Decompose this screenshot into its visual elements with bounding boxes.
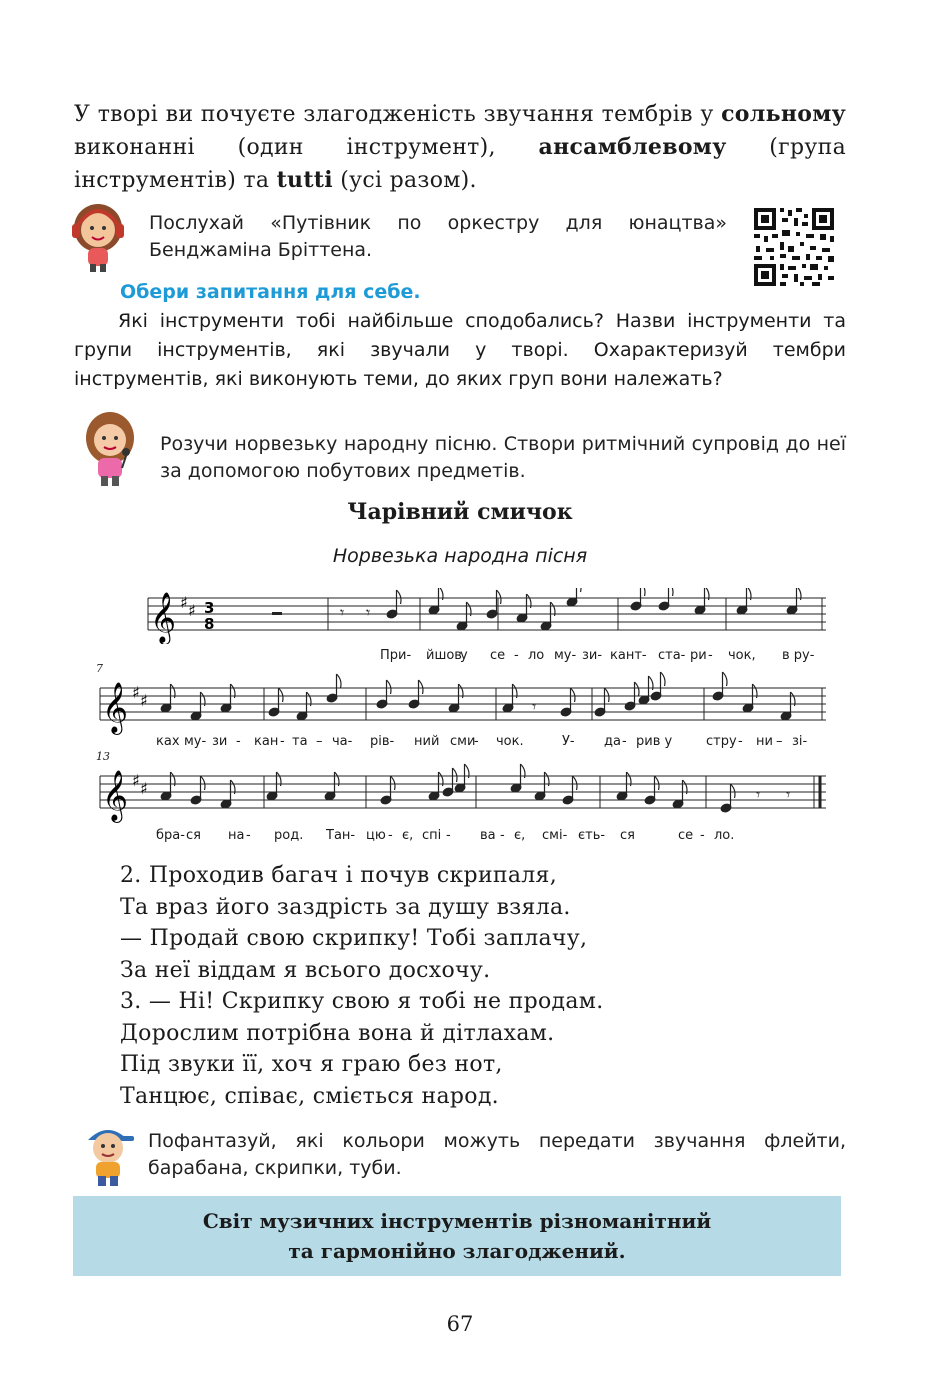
eighth-rest: 𝄾 (340, 603, 345, 622)
staff-3-notation (96, 756, 826, 826)
note-flag (635, 682, 640, 696)
note-flag (337, 674, 342, 688)
song-title: Чарівний смичок (347, 499, 573, 525)
eighth-rest: 𝄾 (756, 785, 761, 804)
verse-line: Під звуки її, хоч я граю без нот, (120, 1052, 503, 1077)
eighth-rest: 𝄾 (532, 697, 537, 716)
note-flag (201, 776, 206, 790)
music-staff-2 (96, 662, 826, 752)
note-flag (279, 688, 284, 702)
verse-line: — Продай свою скрипку! Тобі заплачу, (120, 926, 588, 951)
note-flag (497, 590, 502, 604)
verse-line: За неї віддам я всього досхочу. (120, 957, 491, 983)
task-learn: Розучи норвезьку народну пісню. Створи ритмічний супровід до неї за допомогою побутових предметів. (160, 433, 846, 482)
note-flag (731, 784, 736, 798)
verse-line: 2. Проходив багач і почув скрипаля, (120, 863, 558, 888)
eighth-rest: 𝄾 (786, 785, 791, 804)
time-sig-top: 3 (204, 599, 215, 617)
note-flag (669, 588, 674, 596)
note-flag (641, 588, 646, 596)
note-flag (605, 688, 610, 702)
note-flag (661, 672, 666, 686)
staff-2-notation (96, 668, 826, 738)
verse-line: Дорослим потрібна вона й дітлахам. (120, 1020, 555, 1046)
svg-text:𝄞: 𝄞 (150, 592, 177, 643)
note-flag (577, 588, 582, 592)
svg-text:♯: ♯ (140, 691, 148, 710)
svg-text:♯: ♯ (180, 593, 188, 612)
lyrics-line-1: При- йшов у се - ло му- зи- кант- ста- ри - чок, в ру- (380, 648, 815, 663)
time-sig-bottom: 8 (204, 615, 215, 633)
note-flag (397, 590, 402, 604)
verse-line: Та враз його заздрість за душу взяла. (120, 894, 571, 920)
svg-text:♯: ♯ (132, 771, 140, 790)
page-number: 67 (446, 1312, 474, 1336)
task-fantasy: Пофантазуй, які кольори можуть передати звучання флейти, барабана, скрипки, туби. (148, 1130, 846, 1179)
girl-headphones-icon (68, 198, 128, 274)
svg-text:𝄞: 𝄞 (102, 682, 129, 733)
staff-1-notation (96, 588, 826, 644)
song-subtitle: Норвезька народна пісня (332, 545, 588, 567)
intro-tutti: tutti (276, 167, 333, 193)
svg-text:♯: ♯ (140, 779, 148, 798)
banner-line-2: та гармонійно злагоджений. (288, 1239, 626, 1263)
note-flag (573, 776, 578, 790)
note-flag (387, 680, 392, 694)
girl-microphone-icon (80, 410, 144, 490)
measure-number-7: 7 (96, 662, 103, 675)
song-verses (120, 860, 604, 1112)
verse-line: 3. — Ні! Скрипку свою я тобі не продам. (120, 989, 604, 1014)
banner-line-1: Світ музичних інструментів різноманітний (202, 1209, 712, 1233)
intro-text-1: У творі ви почуєте злагодженість звучання тембрів у (74, 102, 714, 127)
intro-paragraph (74, 98, 846, 197)
task-listen: Послухай «Путівник по оркестру для юнацтва» Бенджаміна Бріттена. (149, 212, 727, 261)
intro-solo: сольному (721, 101, 846, 127)
note-flag (571, 688, 576, 702)
choose-heading: Обери запитання для себе. (120, 281, 421, 303)
verse-line: Танцює, співає, сміється народ. (120, 1083, 499, 1109)
svg-text:𝄞: 𝄞 (102, 770, 129, 821)
intro-text-3: (група інструментів) та (74, 135, 847, 193)
summary-banner (73, 1196, 841, 1276)
lyrics-line-2: ках му- зи - кан - та – ча- рів- ний сми - чок. У- да - рив у стру - ни – зі- (156, 734, 808, 749)
eighth-rest: 𝄾 (366, 603, 371, 622)
measure-number-13: 13 (96, 750, 110, 763)
music-staff-1 (96, 588, 826, 668)
intro-text-4: (усі разом). (332, 168, 477, 193)
music-staff-3 (96, 750, 826, 846)
intro-ensemble: ансамблевому (538, 134, 727, 160)
questions-paragraph: Які інструменти тобі найбільше сподобались? Назви інструменти та групи інструментів, які звучали у творі. Охарактеризуй тембри інструментів, які виконують теми, до яких груп вони належать? (74, 310, 846, 390)
intro-text-2: виконанні (один інструмент), (74, 135, 496, 160)
note-flag (391, 776, 396, 790)
svg-text:♯: ♯ (188, 601, 196, 620)
qr-code-icon[interactable] (752, 206, 836, 288)
svg-text:♯: ♯ (132, 683, 140, 702)
boy-cap-icon (80, 1118, 136, 1188)
note-flag (723, 672, 728, 686)
note-flag (453, 768, 458, 782)
lyrics-line-3: бра- ся на - род. Тан- цю - є, спі - ва - є, смі- єть- ся се - ло. (156, 828, 735, 843)
note-flag (419, 680, 424, 694)
note-flag (655, 776, 660, 790)
